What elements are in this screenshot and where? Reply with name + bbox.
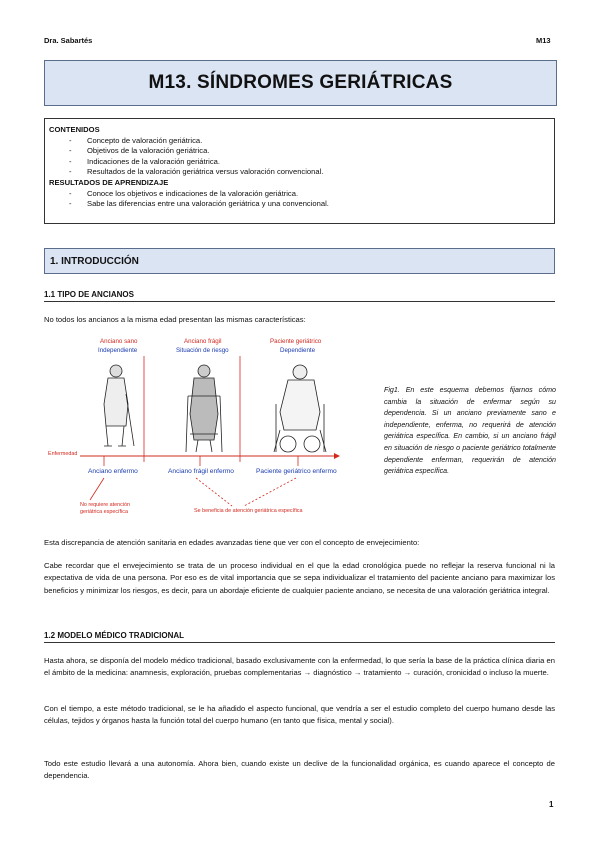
figure-note: No requiere atención [80, 502, 131, 508]
axis-label: Enfermedad [48, 451, 78, 457]
list-item: - Indicaciones de la valoración geriátrica. [69, 156, 220, 166]
page-number: 1 [549, 800, 554, 809]
contents-heading: CONTENIDOS [49, 125, 100, 134]
subsection-title: 1.1 TIPO DE ANCIANOS [44, 290, 555, 302]
dependent-patient-illustration [274, 365, 326, 452]
figure-label: Anciano frágil enfermo [168, 468, 234, 475]
paragraph: Con el tiempo, a este método tradicional, se le ha añadido el aspecto funcional, que vendría a ser el estudio completo del cuerpo humano desde las células, tejidos y órganos hasta la función total del cuerpo humano (en tanto que física, mental y social). [44, 704, 555, 726]
frail-elder-illustration [186, 365, 222, 452]
list-item: - Sabe las diferencias entre una valoración geriátrica y una convencional. [69, 199, 329, 209]
paragraph: Hasta ahora, se disponía del modelo médico tradicional, basado exclusivamente con la enfermedad, lo que sería la base de la práctica clínica diaria en el ámbito de la medicina: anamnesis, exploración, pruebas complementarias → diagnóstico → tratamiento → curación, cronicidad o incluso la muerte. [44, 656, 555, 678]
figure-label: Situación de riesgo [176, 347, 229, 354]
contents-box [44, 118, 555, 224]
figure-label: Paciente geriátrico [270, 338, 322, 345]
figure-note: geriátrica específica [80, 509, 128, 515]
paragraph: Cabe recordar que el envejecimiento se trata de un proceso individual en el que la edad cronológica puede no reflejar la reserva funcional ni la expectativa de vida de una persona. Por eso es de vital importancia que se sepa individualizar el tratamiento del paciente anciano para maximizar los beneficios y minimizar los riesgos, es decir, para un abordaje eficiente de cualquier paciente anciano, se necesita de una valoración geriátrica integral. [44, 561, 555, 595]
header-author: Dra. Sabartés [44, 36, 93, 45]
figure-label: Anciano enfermo [88, 468, 138, 475]
outcomes-heading: RESULTADOS DE APRENDIZAJE [49, 177, 169, 187]
paragraph: No todos los ancianos a la misma edad presentan las mismas características: [44, 315, 306, 324]
title-box [44, 60, 557, 106]
figure-label: Dependiente [280, 347, 316, 354]
page-title: M13. SÍNDROMES GERIÁTRICAS [148, 72, 453, 93]
figure-label: Paciente geriátrico enfermo [256, 468, 337, 475]
header-code: M13 [536, 36, 551, 45]
subsection-title: 1.2 MODELO MÉDICO TRADICIONAL [44, 631, 555, 643]
figure-label: Anciano frágil [184, 338, 222, 345]
paragraph: Todo este estudio llevará a una autonomía. Ahora bien, cuando existe un declive de la funcionalidad orgánica, es cuando aparece el concepto de dependencia. [44, 759, 555, 781]
list-item: - Conoce los objetivos e indicaciones de la valoración geriátrica. [69, 188, 299, 198]
list-item: - Resultados de la valoración geriátrica versus valoración convencional. [69, 167, 324, 177]
figure-label: Independiente [98, 347, 138, 354]
section-header [44, 248, 555, 274]
section-title: 1. INTRODUCCIÓN [50, 255, 139, 267]
figure-note: Se beneficia de atención geriátrica específica [194, 508, 303, 514]
list-item: - Objetivos de la valoración geriátrica. [69, 146, 210, 156]
figure-label: Anciano sano [100, 338, 138, 345]
list-item: - Concepto de valoración geriátrica. [69, 135, 203, 145]
paragraph: Esta discrepancia de atención sanitaria en edades avanzadas tiene que ver con el concepto de envejecimiento: [44, 538, 420, 547]
healthy-elder-illustration [104, 365, 134, 446]
figure-elderly-types [44, 334, 374, 534]
figure-caption: Fig1. En este esquema debemos fijarnos cómo cambia la situación de enfermar según su dependencia. Si un anciano previamente sano e independiente, enferma, no requerirá de atención geriátrica específica. En cambio, si un anciano frágil en situación de riesgo o paciente geriátrico totalmente dependiente enferman, requerirán de atención geriátrica específica. [384, 386, 556, 476]
